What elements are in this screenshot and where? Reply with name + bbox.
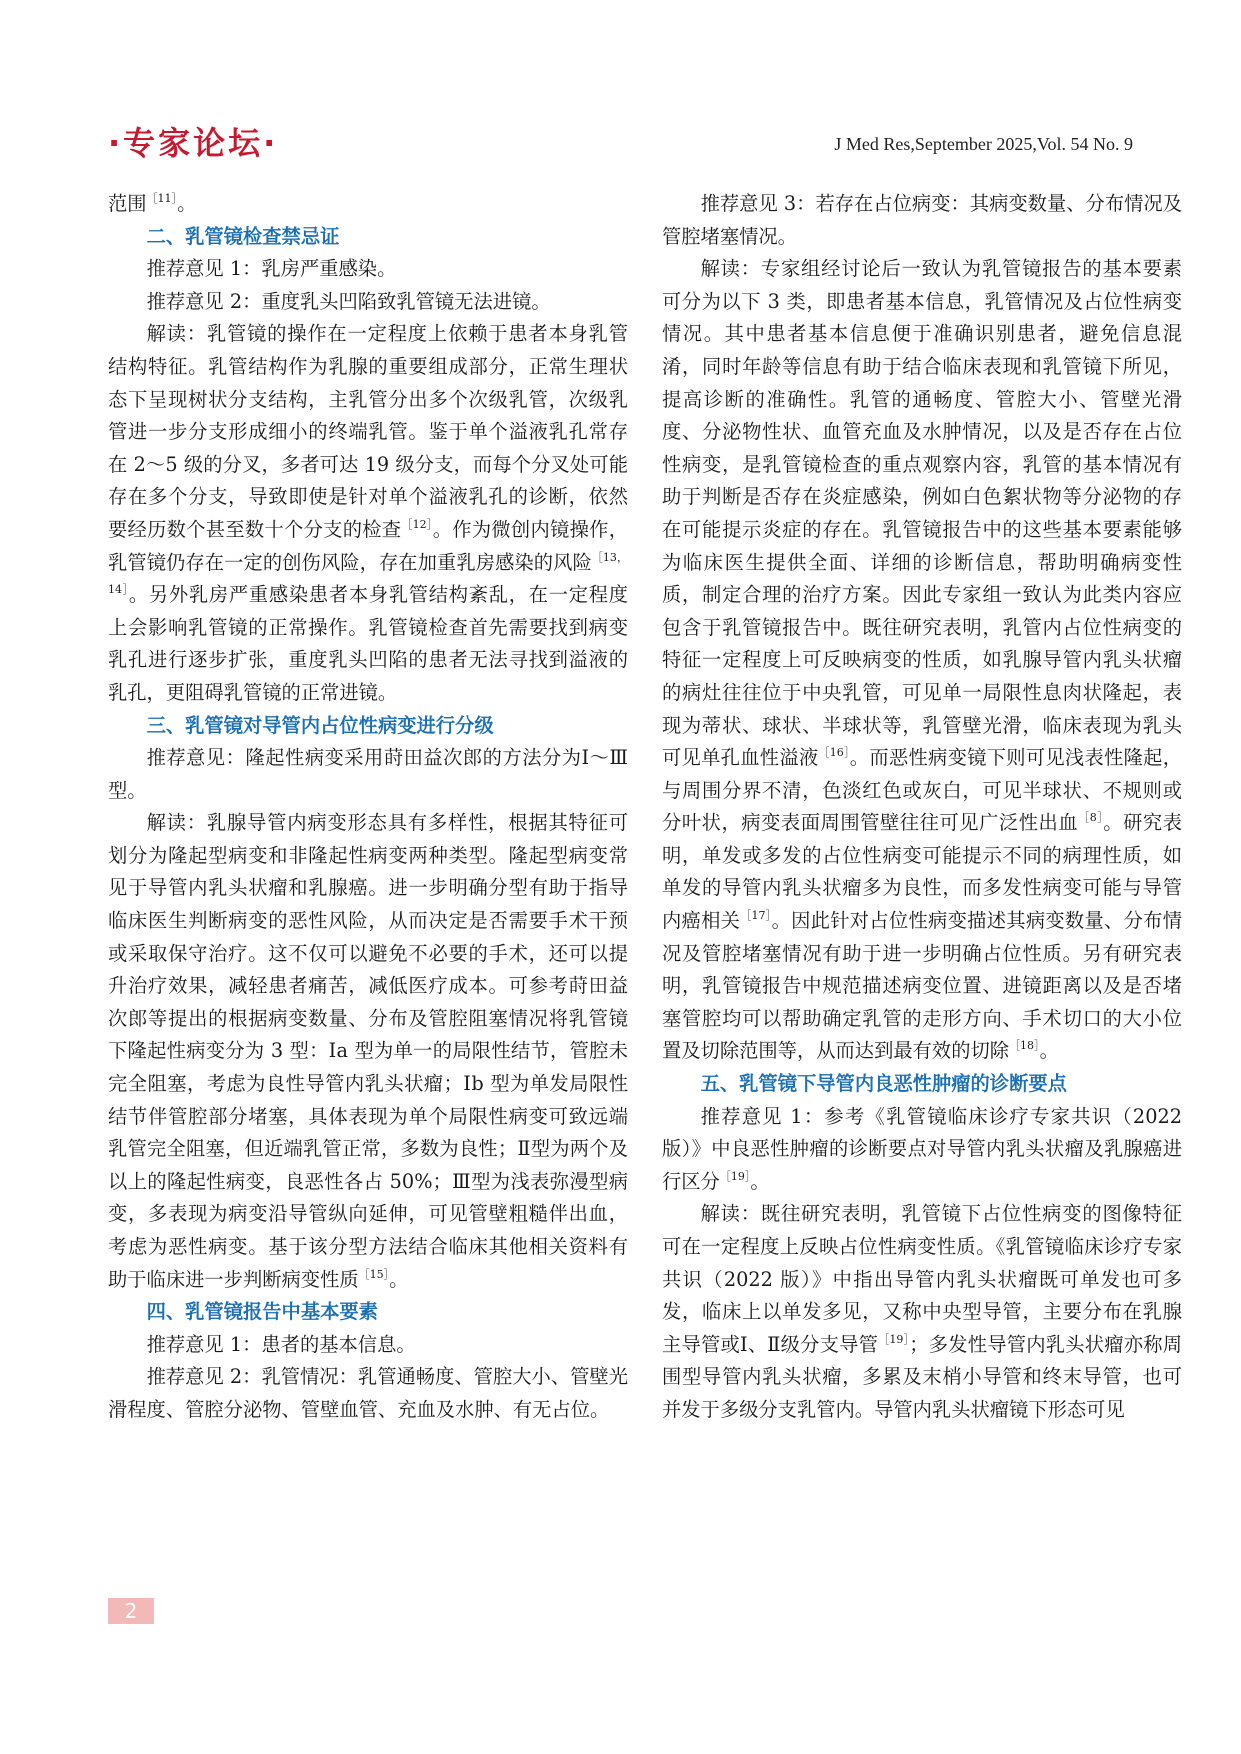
paragraph: 解读：乳腺导管内病变形态具有多样性，根据其特征可划分为隆起型病变和非隆起性病变两种类型。隆起型病变常见于导管内乳头状瘤和乳腺癌。进一步明确分型有助于指导临床医生判断病变的恶性风险，从而决定是否需要手术干预或采取保守治疗。这不仅可以避免不必要的手术，还可以提升治疗效果，减轻患者痛苦，减低医疗成本。可参考莳田益次郎等提出的根据病变数量、分布及管腔阻塞情况将乳管镜下隆起性病变分为 3 型：Ⅰa 型为单一的局限性结节，管腔未完全阻塞，考虑为良性导管内乳头状瘤；Ⅰb 型为单发局限性结节伴管腔部分堵塞，具体表现为单个局限性病变可致远端乳管完全阻塞，但近端乳管正常，多数为良性；Ⅱ型为两个及以上的隆起性病变，良恶性各占 50%；Ⅲ型为浅表弥漫型病变，多表现为病变沿导管纵向延伸，可见管壁粗糙伴出血，考虑为恶性病变。基于该分型方法结合临床其他相关资料有助于临床进一步判断病变性质$^{[15]}$。 bbox=[108, 811, 628, 1291]
recommendation: 推荐意见 2：乳管情况：乳管通畅度、管腔大小、管壁光滑程度、管腔分泌物、管壁血管、充血及水肿、有无占位。 bbox=[108, 1365, 628, 1421]
citation-ref: ［17］ bbox=[740, 909, 772, 923]
citation-ref: ［19］ bbox=[878, 1332, 910, 1346]
recommendation: 推荐意见 3：若存在占位病变：其病变数量、分布情况及管腔堵塞情况。 bbox=[662, 192, 1182, 248]
journal-citation: J Med Res,September 2025,Vol. 54 No. 9 bbox=[834, 134, 1133, 154]
recommendation: 推荐意见 1：参考《乳管镜临床诊疗专家共识（2022 版）》中良恶性肿瘤的诊断要点对导管内乳头状瘤及乳腺癌进行区分$^{[19]}$。 bbox=[662, 1104, 1182, 1193]
recommendation: 推荐意见 1：乳房严重感染。 bbox=[146, 257, 397, 281]
right-column bbox=[662, 188, 1182, 1427]
section-heading: 二、乳管镜检查禁忌证 bbox=[146, 224, 340, 248]
recommendation: 推荐意见：隆起性病变采用莳田益次郎的方法分为Ⅰ～Ⅲ型。 bbox=[108, 746, 628, 802]
citation-ref: ［8］ bbox=[1078, 811, 1104, 825]
citation-ref: ［12］ bbox=[401, 517, 433, 531]
section-heading: 四、乳管镜报告中基本要素 bbox=[146, 1300, 378, 1324]
section-heading: 三、乳管镜对导管内占位性病变进行分级 bbox=[146, 713, 494, 737]
page-number: 2 bbox=[108, 1598, 154, 1624]
paragraph: 解读：专家组经讨论后一致认为乳管镜报告的基本要素可分为以下 3 类，即患者基本信息，乳管情况及占位性病变情况。其中患者基本信息便于准确识别患者，避免信息混淆，同时年龄等信息有助于结合临床表现和乳管镜下所见，提高诊断的准确性。乳管的通畅度、管腔大小、管壁光滑度、分泌物性状、血管充血及水肿情况，以及是否存在占位性病变，是乳管镜检查的重点观察内容，乳管的基本情况有助于判断是否存在炎症感染，例如白色絮状物等分泌物的存在可能提示炎症的存在。乳管镜报告中的这些基本要素能够为临床医生提供全面、详细的诊断信息，帮助明确病变性质，制定合理的治疗方案。因此专家组一致认为此类内容应包含于乳管镜报告中。既往研究表明，乳管内占位性病变的特征一定程度上可反映病变的性质，如乳腺导管内乳头状瘤的病灶往往位于中央乳管，可见单一局限性息肉状隆起，表现为蒂状、球状、半球状等，乳管壁光滑，临床表现为乳头可见单孔血性溢液$^{[16]}$。而恶性病变镜下则可见浅表性隆起，与周围分界不清，色淡红色或灰白，可见半球状、不规则或分叶状，病变表面周围管壁往往可见广泛性出血$^{[8]}$。研究表明，单发或多发的占位性病变可能提示不同的病理性质，如单发的导管内乳头状瘤多为良性，而多发性病变可能与导管内癌相关$^{[17]}$。因此针对占位性病变描述其病变数量、分布情况及管腔堵塞情况有助于进一步明确占位性质。另有研究表明，乳管镜报告中规范描述病变位置、进镜距离以及是否堵塞管腔均可以帮助确定乳管的走形方向、手术切口的大小位置及切除范围等，从而达到最有效的切除$^{[18]}$。 bbox=[662, 257, 1183, 1063]
citation-ref: ［11］ bbox=[146, 192, 178, 205]
paragraph: 解读：乳管镜的操作在一定程度上依赖于患者本身乳管结构特征。乳管结构作为乳腺的重要组成部分，正常生理状态下呈现树状分支结构，主乳管分出多个次级乳管，次级乳管进一步分支形成细小的终端乳管。鉴于单个溢液乳孔常存在 2～5 级的分叉，多者可达 19 级分支，而每个分叉处可能存在多个分支，导致即使是针对单个溢液乳孔的诊断，依然要经历数个甚至数十个分支的检查$^{[12]}$。作为微创内镜操作，乳管镜仍存在一定的创伤风险，存在加重乳房感染的风险$^{[13,14]}$。另外乳房严重感染患者本身乳管结构紊乱，在一定程度上会影响乳管镜的正常操作。乳管镜检查首先需要找到病变乳孔进行逐步扩张，重度乳头凹陷的患者无法寻找到溢液的乳孔，更阻碍乳管镜的正常进镜。 bbox=[108, 322, 629, 704]
left-column bbox=[108, 188, 628, 1427]
citation-ref: ［13，14］ bbox=[108, 550, 629, 597]
paragraph: 解读：既往研究表明，乳管镜下占位性病变的图像特征可在一定程度上反映占位性病变性质。《乳管镜临床诊疗专家共识（2022 版）》中指出导管内乳头状瘤既可单发也可多发，临床上以单发多见，又称中央型导管，主要分布在乳腺主导管或Ⅰ、Ⅱ级分支导管$^{[19]}$；多发性导管内乳头状瘤亦称周围型导管内乳头状瘤，多累及末梢小导管和终末导管，也可并发于多级分支乳管内。导管内乳头状瘤镜下形态可见 bbox=[662, 1202, 1183, 1421]
paragraph: 范围$^{[11]}$。 bbox=[108, 192, 197, 215]
section-heading: 五、乳管镜下导管内良恶性肿瘤的诊断要点 bbox=[700, 1072, 1067, 1096]
column-title: ·专家论坛· bbox=[108, 124, 279, 162]
citation-ref: ［15］ bbox=[358, 1267, 390, 1281]
recommendation: 推荐意见 2：重度乳头凹陷致乳管镜无法进镜。 bbox=[146, 289, 551, 313]
citation-ref: ［18］ bbox=[1009, 1039, 1040, 1053]
citation-ref: ［16］ bbox=[818, 746, 850, 760]
recommendation: 推荐意见 1：患者的基本信息。 bbox=[146, 1332, 416, 1356]
citation-ref: ［19］ bbox=[719, 1169, 751, 1183]
